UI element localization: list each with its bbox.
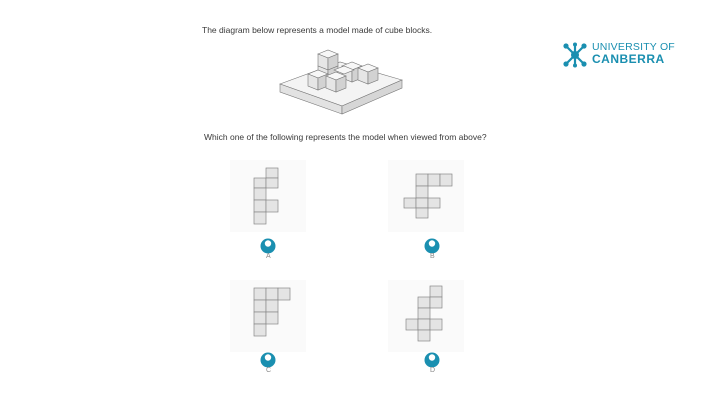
option-d-radio[interactable] (424, 352, 440, 368)
option-c-radio[interactable] (260, 352, 276, 368)
logo-line2: CANBERRA (592, 52, 665, 66)
cube-model-diagram (270, 44, 410, 126)
question-intro: The diagram below represents a model made of cube blocks. (202, 25, 433, 35)
canberra-molecule-icon (562, 42, 588, 68)
option-b-label[interactable]: B (430, 253, 435, 260)
logo-line1: UNIVERSITY OF (592, 41, 675, 53)
option-c-image (230, 280, 306, 352)
option-a-label[interactable]: A (266, 253, 271, 260)
option-d-image (388, 280, 464, 352)
option-b-image (388, 160, 464, 232)
option-a-image (230, 160, 306, 232)
option-c-label[interactable]: C (266, 367, 272, 374)
question-prompt: Which one of the following represents the model when viewed from above? (204, 132, 487, 142)
option-d-label[interactable]: D (430, 367, 436, 374)
option-a-radio[interactable] (260, 238, 276, 254)
option-b-radio[interactable] (424, 238, 440, 254)
university-logo (562, 40, 682, 70)
